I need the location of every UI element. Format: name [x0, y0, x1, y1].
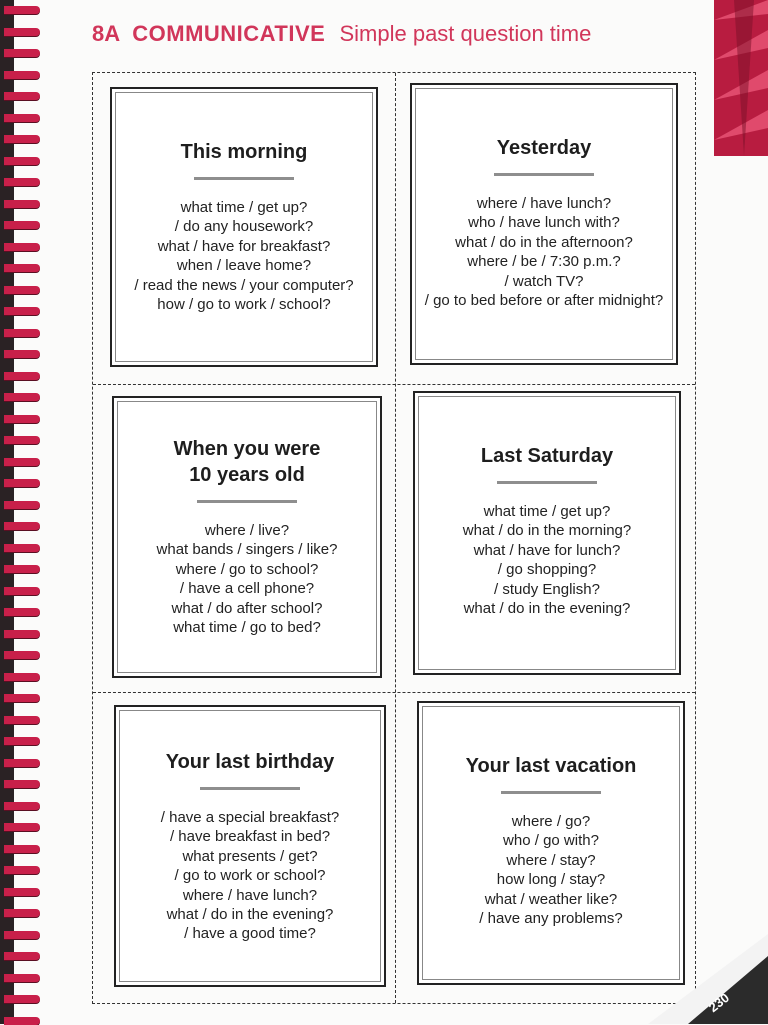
spiral-loop: [4, 221, 40, 229]
spiral-loop: [4, 307, 40, 315]
spiral-loop: [4, 995, 40, 1003]
card-title: Yesterday: [496, 137, 592, 159]
question: what / do in the morning?: [462, 522, 632, 540]
spiral-loop: [4, 114, 40, 122]
lesson-title: Simple past question time: [339, 21, 592, 46]
spiral-loop: [4, 587, 40, 595]
spiral-loop: [4, 286, 40, 294]
title-underline: [194, 177, 294, 180]
question: what bands / singers / like?: [156, 541, 338, 559]
question: where / have lunch?: [182, 886, 318, 904]
question: where / stay?: [506, 851, 596, 869]
question: how / go to work / school?: [157, 296, 331, 314]
spiral-loop: [4, 264, 40, 272]
spiral-loop: [4, 178, 40, 186]
spiral-loop: [4, 780, 40, 788]
card-title: Your last vacation: [465, 755, 637, 777]
question: where / go to school?: [175, 560, 319, 578]
spiral-loop: [4, 845, 40, 853]
question: what time / go to bed?: [173, 619, 321, 637]
spiral-loop: [4, 436, 40, 444]
question: what / do in the evening?: [166, 906, 334, 924]
spiral-loop: [4, 28, 40, 36]
spiral-loop: [4, 931, 40, 939]
spiral-loop: [4, 479, 40, 487]
question: / have breakfast in bed?: [169, 828, 331, 846]
question: what time / get up?: [180, 199, 308, 216]
title-underline: [197, 500, 297, 503]
spiral-binding: [0, 0, 44, 1024]
spiral-loop: [4, 135, 40, 143]
question: where / go?: [511, 813, 591, 830]
title-underline: [494, 173, 594, 176]
spiral-loop: [4, 71, 40, 79]
question: what / do in the afternoon?: [455, 233, 633, 251]
question-list: [412, 194, 676, 310]
spiral-loop: [4, 888, 40, 896]
spiral-loop: [4, 6, 40, 14]
question-list: [116, 808, 384, 944]
question: who / have lunch with?: [468, 214, 620, 232]
question-list: [114, 521, 380, 637]
question: how long / stay?: [496, 871, 606, 889]
question: / do any housework?: [174, 218, 314, 236]
card-last-saturday: [413, 391, 681, 675]
spiral-loop: [4, 694, 40, 702]
question: where / live?: [204, 522, 290, 539]
page-header: [92, 18, 591, 50]
card-your-last-birthday: [114, 705, 386, 987]
question: / go to work or school?: [174, 867, 326, 885]
question: where / be / 7:30 p.m.?: [467, 253, 621, 271]
spiral-loop: [4, 630, 40, 638]
question: who / go with?: [503, 832, 599, 850]
spiral-loop: [4, 909, 40, 917]
spiral-loop: [4, 372, 40, 380]
spiral-loop: [4, 673, 40, 681]
spiral-loop: [4, 974, 40, 982]
question: / study English?: [494, 580, 600, 598]
cut-line-horizontal-1: [93, 384, 695, 385]
spiral-loop: [4, 350, 40, 358]
title-underline: [497, 481, 597, 484]
spiral-loop: [4, 608, 40, 616]
spiral-loop: [4, 651, 40, 659]
spiral-loop: [4, 565, 40, 573]
question: when / leave home?: [176, 257, 312, 275]
question-list: [419, 812, 683, 928]
card-when-you-were-10: [112, 396, 382, 678]
question: what / have for breakfast?: [157, 237, 331, 255]
spiral-loop: [4, 458, 40, 466]
question: / watch TV?: [504, 272, 584, 290]
spiral-loop: [4, 329, 40, 337]
lesson-kind: COMMUNICATIVE: [132, 21, 326, 46]
lesson-code: 8A: [92, 21, 121, 46]
card-title: Your last birthday: [165, 751, 335, 773]
question: what / do after school?: [171, 599, 323, 617]
spiral-loop: [4, 866, 40, 874]
spiral-loop: [4, 393, 40, 401]
question: / go shopping?: [497, 561, 597, 579]
spiral-loop: [4, 1017, 40, 1025]
question: what time / get up?: [483, 503, 611, 520]
title-underline: [200, 787, 300, 790]
spiral-loop: [4, 157, 40, 165]
card-title: Last Saturday: [480, 445, 614, 467]
corner-decoration: [714, 0, 768, 156]
title-underline: [501, 791, 601, 794]
question-list: [415, 502, 679, 618]
question: what presents / get?: [182, 847, 318, 865]
spiral-loop: [4, 737, 40, 745]
question: / go to bed before or after midnight?: [424, 292, 664, 310]
question: what / have for lunch?: [473, 541, 621, 559]
spiral-loop: [4, 823, 40, 831]
question: / read the news / your computer?: [134, 276, 354, 294]
question: / have any problems?: [479, 910, 623, 928]
card-title: When you were 10 years old: [173, 438, 321, 486]
card-yesterday: [410, 83, 678, 365]
cut-line-vertical: [395, 73, 396, 1003]
card-this-morning: [110, 87, 378, 367]
question: what / weather like?: [484, 890, 618, 908]
question-list: [112, 198, 376, 314]
question: / have a good time?: [184, 925, 316, 943]
spiral-loop: [4, 716, 40, 724]
question: / have a cell phone?: [179, 580, 315, 598]
spiral-loop: [4, 501, 40, 509]
spiral-loop: [4, 243, 40, 251]
spiral-loop: [4, 49, 40, 57]
spiral-loop: [4, 415, 40, 423]
spiral-loop: [4, 759, 40, 767]
question: what / do in the evening?: [463, 600, 631, 618]
spiral-loop: [4, 802, 40, 810]
spiral-loop: [4, 92, 40, 100]
spiral-loop: [4, 200, 40, 208]
spiral-loop: [4, 952, 40, 960]
question: / have a special breakfast?: [160, 809, 340, 826]
spiral-loop: [4, 522, 40, 530]
question: where / have lunch?: [476, 195, 612, 212]
page-number: 230: [705, 989, 733, 1016]
spiral-loop: [4, 544, 40, 552]
cut-line-horizontal-2: [93, 692, 695, 693]
card-title: This morning: [180, 141, 308, 163]
page-corner-tab: [638, 934, 768, 1024]
